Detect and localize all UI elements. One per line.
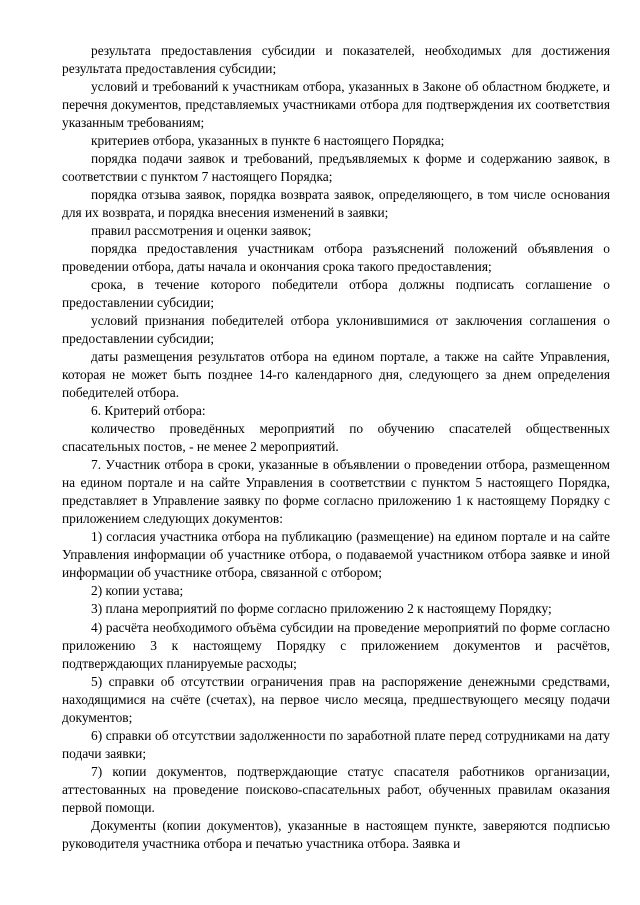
list-item: 7) копии документов, подтверждающие статус спасателя работников организации, аттестованных на проведение поисково-спасательных работ, обученных правилам оказания первой помощи. xyxy=(62,763,610,815)
list-item: 3) плана мероприятий по форме согласно приложению 2 к настоящему Порядку; xyxy=(91,601,552,617)
paragraph: Документы (копии документов), указанные в настоящем пункте, заверяются подписью руководителя участника отбора и печатью участника отбора. Заявка и xyxy=(62,817,610,851)
paragraph: 7. Участник отбора в сроки, указанные в объявлении о проведении отбора, размещенном на едином портале и на сайте Управления в соответствии с пунктом 5 настоящего Порядка, представляет в Управление заявку по форме согласно приложению 1 к настоящему Порядку с приложением следующих документов: xyxy=(62,457,610,527)
list-item: 5) справки об отсутствии ограничения прав на распоряжение денежными средствами, находящимися на счёте (счетах), на первое число месяца, предшествующего месяцу подачи документов; xyxy=(62,673,610,725)
paragraph: порядка подачи заявок и требований, предъявляемых к форме и содержанию заявок, в соответствии с пунктом 7 настоящего Порядка; xyxy=(62,151,610,185)
list-item: 6) справки об отсутствии задолженности по заработной плате перед сотрудниками на дату подачи заявки; xyxy=(62,727,610,761)
paragraph: порядка отзыва заявок, порядка возврата заявок, определяющего, в том числе основания для их возврата, и порядка внесения изменений в заявки; xyxy=(62,187,610,221)
list-item: 1) согласия участника отбора на публикацию (размещение) на едином портале и на сайте Управления информации об участнике отбора, о подаваемой участником отбора заявке и иной информации об участнике отбора, связанной с отбором; xyxy=(62,529,610,581)
paragraph: срока, в течение которого победители отбора должны подписать соглашение о предоставлении субсидии; xyxy=(62,277,610,311)
paragraph: условий и требований к участникам отбора, указанных в Законе об областном бюджете, и перечня документов, представляемых участниками отбора для подтверждения их соответствия указанным требованиям; xyxy=(62,79,610,131)
paragraph: критериев отбора, указанных в пункте 6 настоящего Порядка; xyxy=(91,133,445,149)
paragraph: порядка предоставления участникам отбора разъяснений положений объявления о проведении отбора, даты начала и окончания срока такого предоставления; xyxy=(62,241,610,275)
section-heading: 6. Критерий отбора: xyxy=(91,403,206,419)
list-item: 4) расчёта необходимого объёма субсидии на проведение мероприятий по форме согласно приложению 3 к настоящему Порядку с приложением документов и расчётов, подтверждающих планируемые расходы; xyxy=(62,619,610,671)
document-page xyxy=(62,42,610,853)
list-item: 2) копии устава; xyxy=(91,583,184,599)
paragraph: правил рассмотрения и оценки заявок; xyxy=(91,223,312,239)
paragraph: количество проведённых мероприятий по обучению спасателей общественных спасательных постов, - не менее 2 мероприятий. xyxy=(62,421,610,455)
paragraph: даты размещения результатов отбора на едином портале, а также на сайте Управления, которая не может быть позднее 14-го календарного дня, следующего за днем определения победителей отбора. xyxy=(62,349,610,401)
paragraph: условий признания победителей отбора уклонившимися от заключения соглашения о предоставлении субсидии; xyxy=(62,313,610,347)
paragraph: результата предоставления субсидии и показателей, необходимых для достижения результата предоставления субсидии; xyxy=(62,43,610,77)
